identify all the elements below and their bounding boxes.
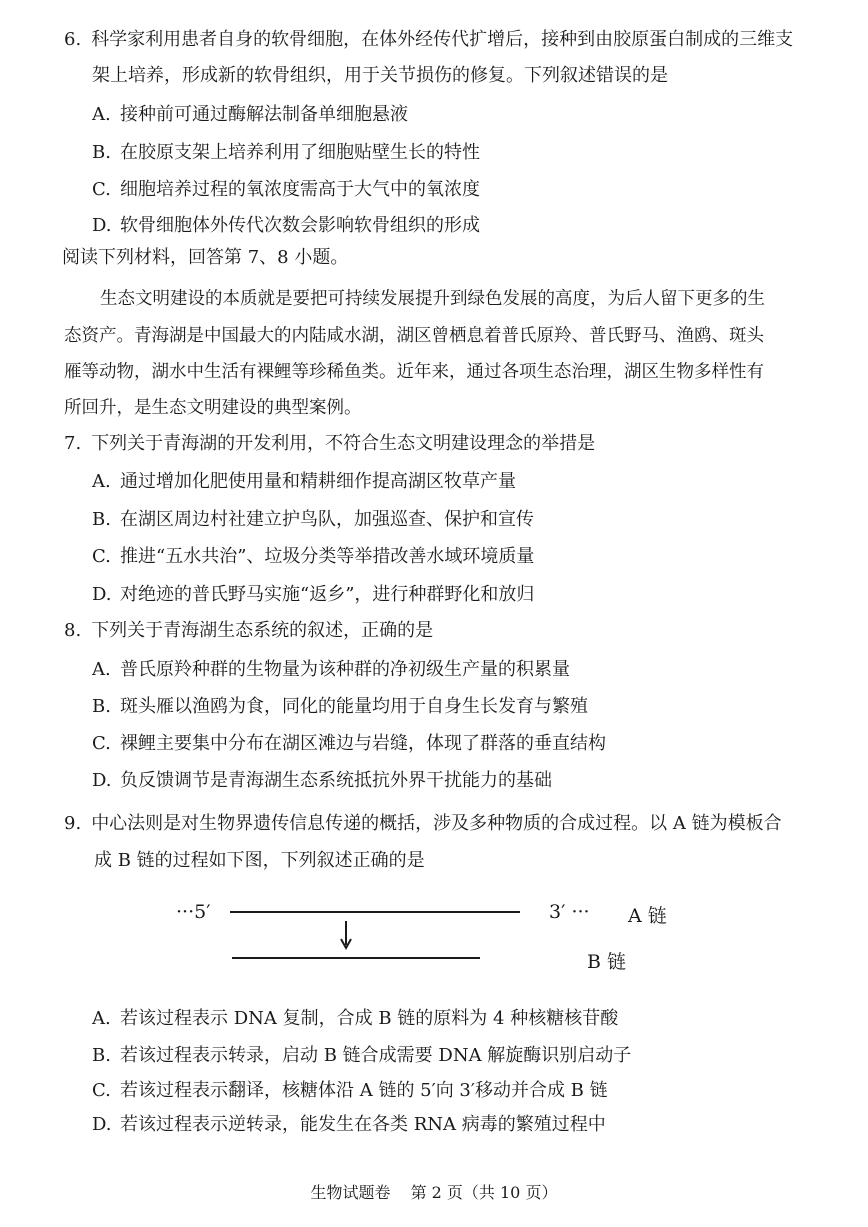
passage-line-2: 态资产。青海湖是中国最大的内陆咸水湖，湖区曾栖息着普氏原羚、普氏野马、渔鸥、斑头: [64, 326, 764, 346]
passage-line-4: 所回升，是生态文明建设的典型案例。: [64, 398, 362, 418]
question-9-option-c: C. 若该过程表示翻译，核糖体沿 A 链的 5′向 3′移动并合成 B 链: [92, 1080, 608, 1101]
question-7-option-b: B. 在湖区周边村社建立护鸟队，加强巡查、保护和宣传: [92, 509, 534, 530]
chain-a-line: [230, 911, 520, 913]
question-6-option-c: C. 细胞培养过程的氧浓度需高于大气中的氧浓度: [92, 179, 480, 200]
synthesis-arrow-icon: [339, 921, 353, 951]
question-7-number: 7.: [64, 433, 82, 454]
question-6-stem-line2: 架上培养，形成新的软骨组织，用于关节损伤的修复。下列叙述错误的是: [92, 65, 668, 86]
question-6-option-b: B. 在胶原支架上培养利用了细胞贴壁生长的特性: [92, 142, 480, 163]
question-8-number: 8.: [64, 620, 82, 641]
question-7-option-d: D. 对绝迹的普氏野马实施“返乡”，进行种群野化和放归: [92, 584, 535, 605]
reading-intro: 阅读下列材料，回答第 7、8 小题。: [62, 247, 349, 268]
question-6-option-a: A. 接种前可通过酶解法制备单细胞悬液: [92, 104, 408, 125]
chain-b-label: B 链: [587, 951, 627, 973]
question-9-option-a: A. 若该过程表示 DNA 复制，合成 B 链的原料为 4 种核糖核苷酸: [92, 1008, 619, 1029]
question-7-option-c: C. 推进“五水共治”、垃圾分类等举措改善水域环境质量: [92, 546, 535, 567]
question-8-option-c: C. 裸鲤主要集中分布在湖区滩边与岩缝，体现了群落的垂直结构: [92, 733, 606, 754]
question-8-option-a: A. 普氏原羚种群的生物量为该种群的净初级生产量的积累量: [92, 659, 570, 680]
question-6-option-d: D. 软骨细胞体外传代次数会影响软骨组织的形成: [92, 215, 480, 236]
question-8-stem: 8. 下列关于青海湖生态系统的叙述，正确的是: [64, 620, 434, 641]
question-8-option-d: D. 负反馈调节是青海湖生态系统抵抗外界干扰能力的基础: [92, 770, 552, 791]
passage-line-3: 雁等动物，湖水中生活有裸鲤等珍稀鱼类。近年来，通过各项生态治理，湖区生物多样性有: [64, 362, 764, 382]
chain-a-label: A 链: [628, 905, 667, 927]
question-9-stem-line1: 9. 中心法则是对生物界遗传信息传递的概括，涉及多种物质的合成过程。以 A 链为模板合: [64, 813, 782, 834]
chain-b-line: [232, 957, 480, 959]
question-9-option-b: B. 若该过程表示转录，启动 B 链合成需要 DNA 解旋酶识别启动子: [92, 1045, 632, 1066]
footer-subject: 生物试题卷: [310, 1183, 391, 1202]
chain-a-5-prime-label: ···5′: [176, 901, 211, 923]
footer-page-number: 第 2 页（共 10 页）: [410, 1183, 558, 1202]
question-6-stem-line1: 6. 科学家利用患者自身的软骨细胞，在体外经传代扩增后，接种到由胶原蛋白制成的三维支: [64, 29, 794, 50]
page-footer: [0, 1180, 868, 1203]
passage-line-1: 生态文明建设的本质就是要把可持续发展提升到绿色发展的高度，为后人留下更多的生: [100, 289, 765, 309]
question-7-option-a: A. 通过增加化肥使用量和精耕细作提高湖区牧草产量: [92, 471, 516, 492]
chain-a-3-prime-label: 3′ ···: [549, 901, 590, 923]
question-9-number: 9.: [64, 813, 82, 834]
question-7-stem: 7. 下列关于青海湖的开发利用，不符合生态文明建设理念的举措是: [64, 433, 596, 454]
question-6-number: 6.: [64, 29, 82, 50]
question-9-option-d: D. 若该过程表示逆转录，能发生在各类 RNA 病毒的繁殖过程中: [92, 1114, 606, 1135]
question-9-stem-line2: 成 B 链的过程如下图，下列叙述正确的是: [94, 850, 425, 871]
question-8-option-b: B. 斑头雁以渔鸥为食，同化的能量均用于自身生长发育与繁殖: [92, 696, 588, 717]
